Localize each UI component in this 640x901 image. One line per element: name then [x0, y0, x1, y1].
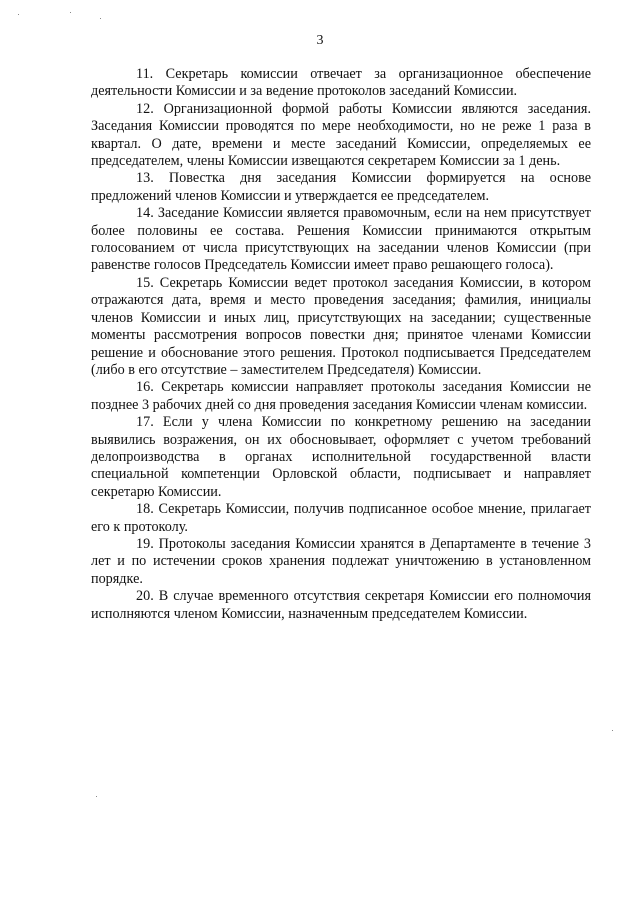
- paragraph-15: 15. Секретарь Комиссии ведет протокол заседания Комиссии, в котором отражаются дата, время и место проведения заседания; фамилия, инициалы членов Комиссии и иных лиц, присутствующих на заседании; существенные моменты рассмотрения вопросов повестки дня; принятое членами Комиссии решение и обоснование этого решения. Протокол подписывается Председателем (либо в его отсутствие – заместителем Председателя) Комиссии.: [91, 274, 591, 378]
- paragraph-13: 13. Повестка дня заседания Комиссии формируется на основе предложений членов Комиссии и утверждается ее председателем.: [91, 170, 591, 204]
- paragraph-17: 17. Если у члена Комиссии по конкретному решению на заседании выявились возражения, он их обосновывает, оформляет с учетом требований делопроизводства в органах исполнительной государственной власти специальной компетенции Орловской области, подписывает и направляет секретарю Комиссии.: [91, 414, 591, 500]
- paragraph-11: 11. Секретарь комиссии отвечает за организационное обеспечение деятельности Комиссии и за ведение протоколов заседаний Комиссии.: [91, 66, 591, 100]
- paragraph-14: 14. Заседание Комиссии является правомочным, если на нем присутствует более половины ее состава. Решения Комиссии принимаются открытым голосованием от числа присутствующих на заседании членов Комиссии (при равенстве голосов Председатель Комиссии имеет право решающего голоса).: [91, 205, 591, 274]
- scan-speck: [100, 18, 101, 19]
- paragraph-20: 20. В случае временного отсутствия секретаря Комиссии его полномочия исполняются членом Комиссии, назначенным председателем Комиссии.: [91, 588, 591, 622]
- scan-speck: [96, 796, 97, 797]
- scan-speck: [70, 12, 71, 13]
- page-number: 3: [316, 33, 324, 48]
- paragraph-18: 18. Секретарь Комиссии, получив подписанное особое мнение, прилагает его к протоколу.: [91, 501, 591, 535]
- scan-speck: [18, 14, 19, 15]
- paragraph-16: 16. Секретарь комиссии направляет протоколы заседания Комиссии не позднее 3 рабочих дней со дня проведения заседания Комиссии членам комиссии.: [91, 379, 591, 413]
- scan-speck: [612, 730, 613, 731]
- paragraph-19: 19. Протоколы заседания Комиссии хранятся в Департаменте в течение 3 лет и по истечении сроков хранения подлежат уничтожению в установленном порядке.: [91, 535, 591, 587]
- paragraph-12: 12. Организационной формой работы Комиссии являются заседания. Заседания Комиссии проводятся по мере необходимости, но не реже 1 раза в квартал. О дате, времени и месте заседаний Комиссии, определяемых ее председателем, члены Комиссии извещаются секретарем Комиссии за 1 день.: [91, 100, 591, 170]
- document-body: [91, 66, 591, 623]
